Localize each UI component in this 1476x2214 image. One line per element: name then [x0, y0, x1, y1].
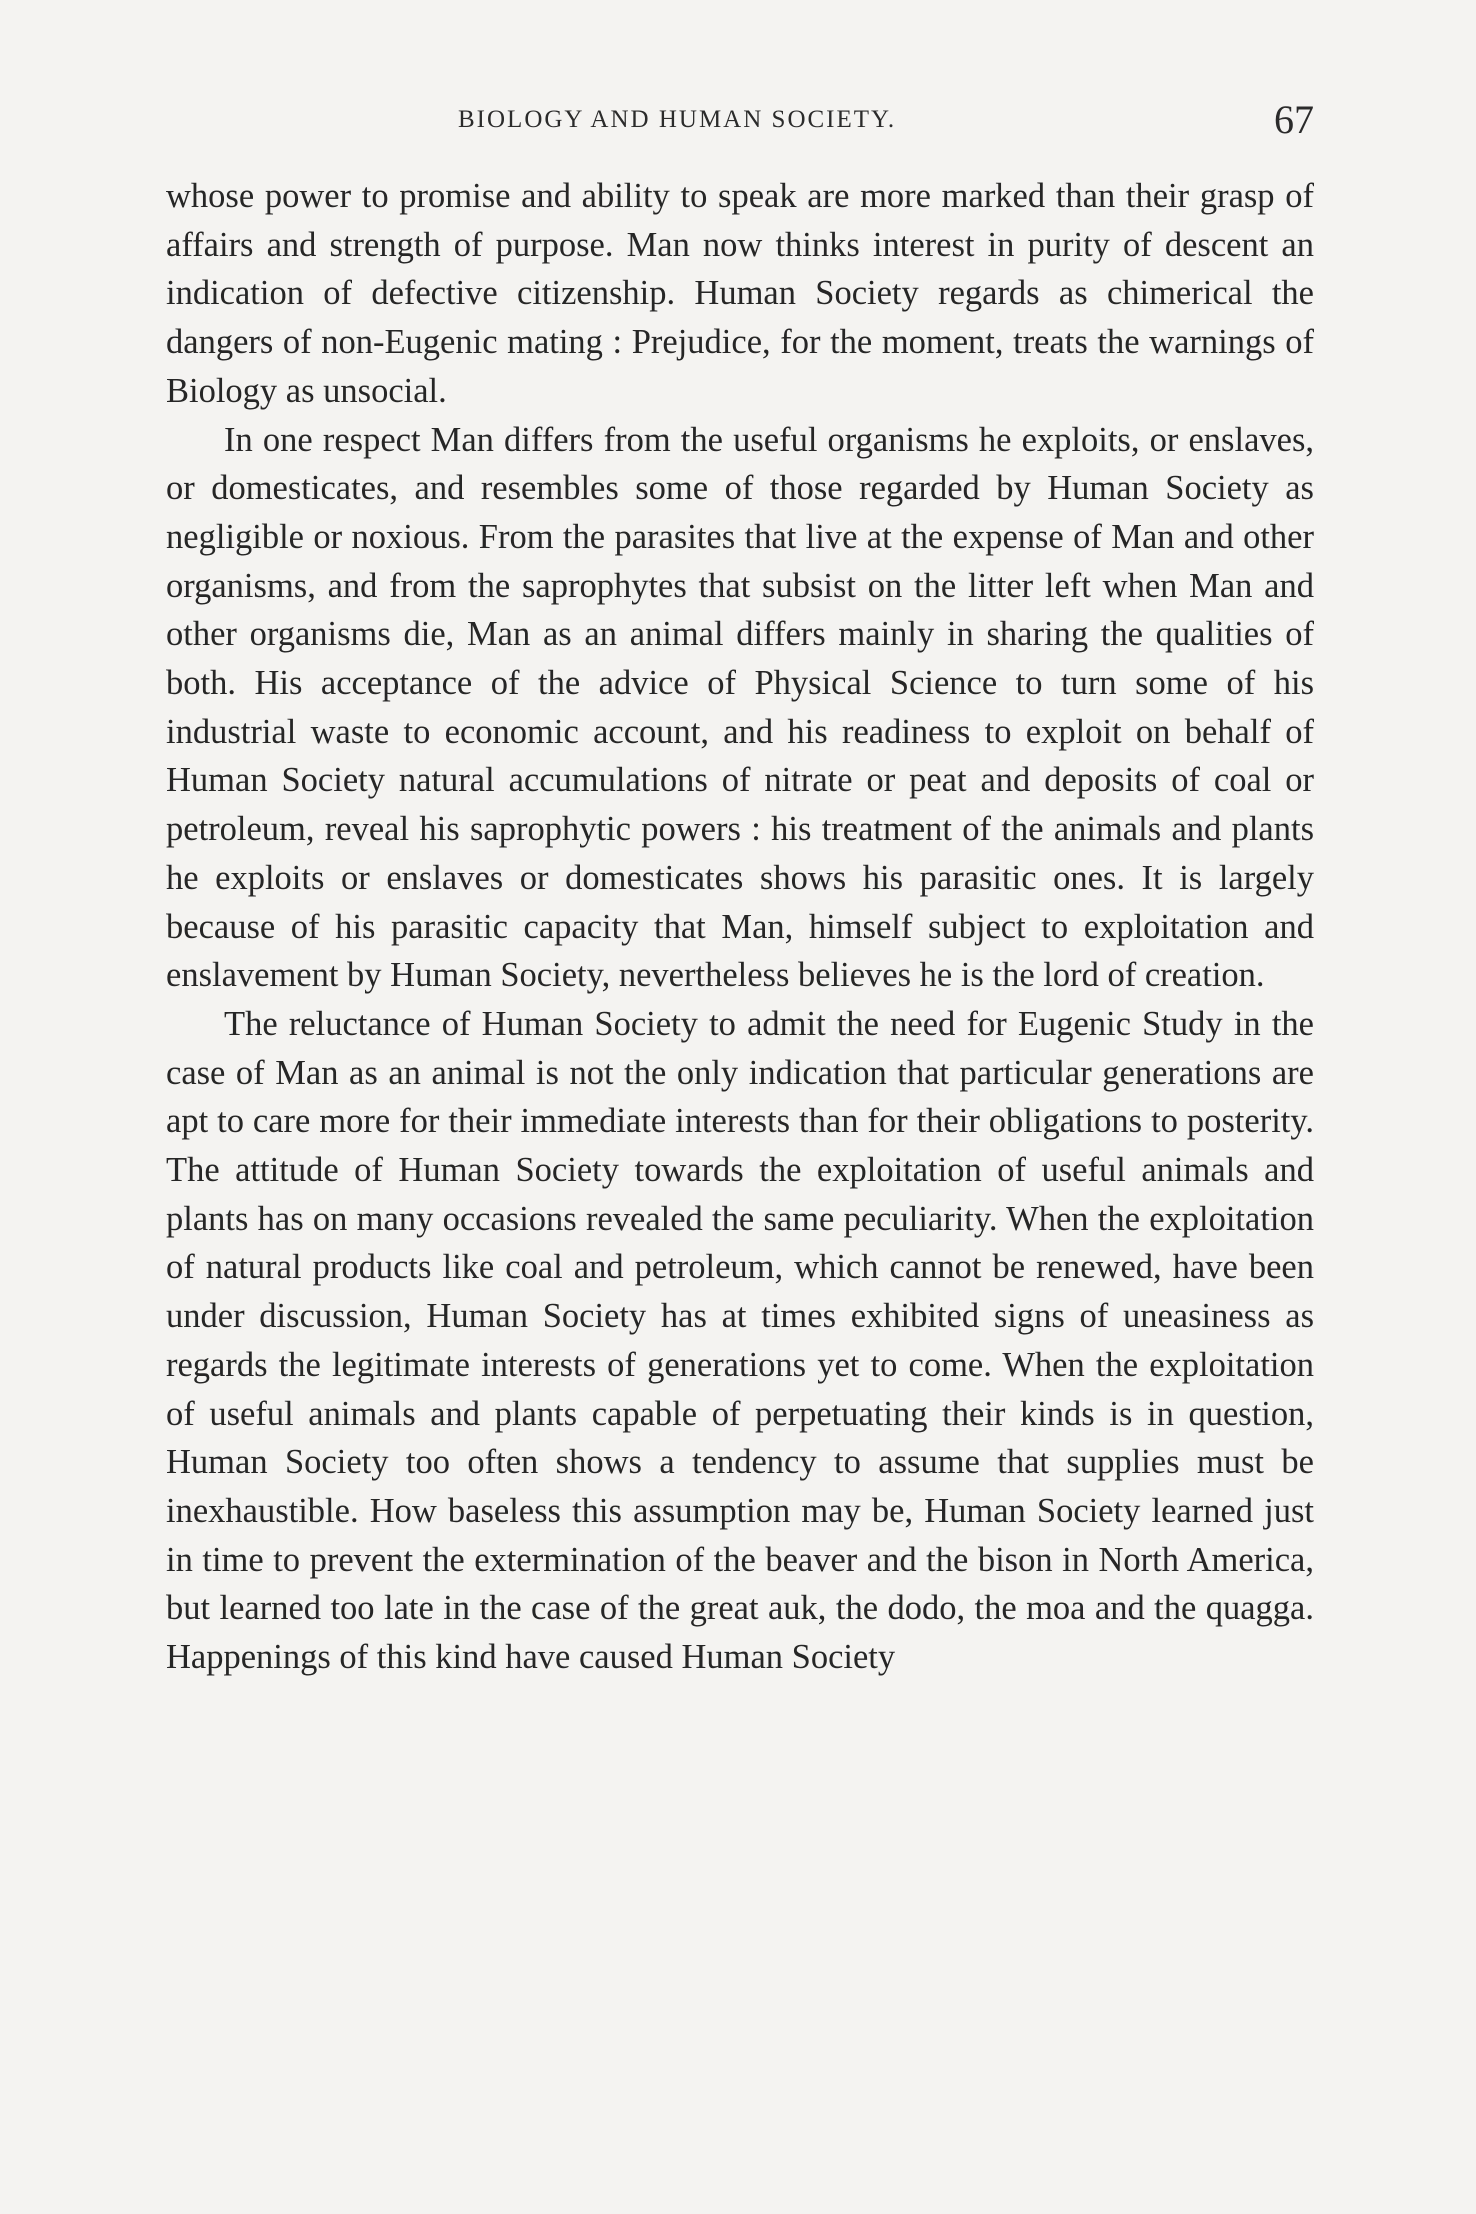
paragraph-parasitic-capacity: In one respect Man differs from the useful organisms he exploits, or enslaves, or domesticates, and resembles some of those regarded by Human Society as negligible or noxious. From the parasites that live at the expense of Man and other organisms, and from the saprophytes that subsist on the litter left when Man and other organisms die, Man as an animal differs mainly in sharing the qualities of both. His acceptance of the advice of Physical Science to turn some of his industrial waste to economic account, and his readiness to exploit on behalf of Human Society natural accumulations of nitrate or peat and deposits of coal or petroleum, reveal his saprophytic powers : his treatment of the animals and plants he exploits or enslaves or domesticates shows his parasitic ones. It is largely because of his parasitic capacity that Man, himself subject to exploitation and enslavement by Human Society, nevertheless believes he is the lord of creation. — [166, 420, 1314, 995]
paragraph-continuation: whose power to promise and ability to speak are more marked than their grasp of affairs and strength of purpose. Man now thinks interest in purity of descent an indication of defective citizenship. Human Society regards as chimerical the dangers of non-Eugenic mating : Prejudice, for the moment, treats the warnings of Biology as unsocial. — [166, 177, 1314, 410]
body-text — [166, 172, 1314, 1682]
page-number: 67 — [1274, 97, 1314, 142]
running-head — [166, 96, 1314, 146]
paragraph-reluctance-eugenic-study: The reluctance of Human Society to admit the need for Eugenic Study in the case of Man as an animal is not the only indication that particular generations are apt to care more for their immediate interests than for their obligations to posterity. The attitude of Human Society towards the exploitation of useful animals and plants has on many occasions revealed the same peculiarity. When the exploitation of natural products like coal and petroleum, which cannot be renewed, have been under discussion, Human Society has at times exhibited signs of uneasiness as regards the legitimate interests of generations yet to come. When the exploitation of useful animals and plants capable of perpetuating their kinds is in question, Human Society too often shows a tendency to assume that supplies must be inexhaustible. How baseless this assumption may be, Human Society learned just in time to prevent the extermination of the beaver and the bison in North America, but learned too late in the case of the great auk, the dodo, the moa and the quagga. Happenings of this kind have caused Human Society — [166, 1004, 1314, 1677]
running-title: BIOLOGY AND HUMAN SOCIETY. — [458, 106, 897, 133]
